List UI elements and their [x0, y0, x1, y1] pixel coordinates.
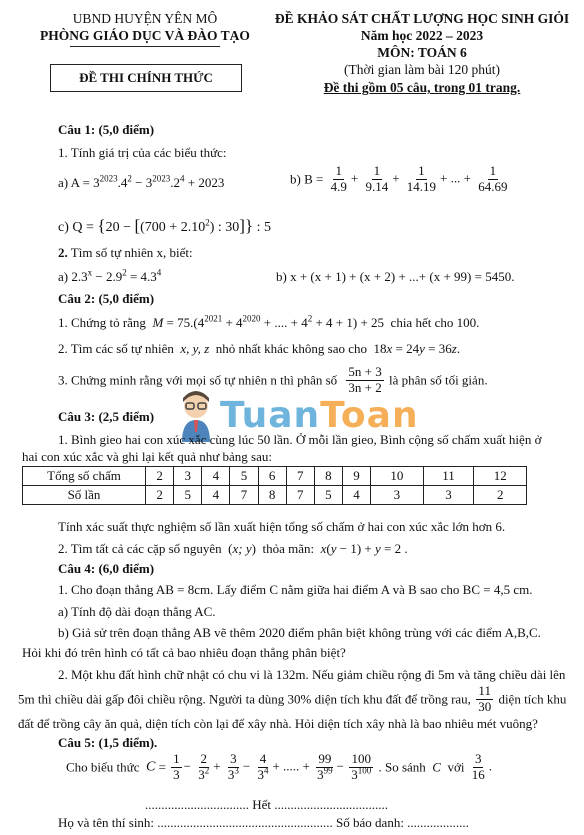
official-exam-box	[50, 64, 242, 92]
q1-part2-title: 2. Tìm số tự nhiên x, biết:	[58, 245, 193, 260]
table-cell: 5	[174, 486, 202, 505]
table-cell: 8	[258, 486, 286, 505]
table-cell: 5	[314, 486, 342, 505]
q4-part1: 1. Cho đoạn thẳng AB = 8cm. Lấy điểm C nằm giữa hai điểm A và B sao cho BC = 4,5 cm.	[58, 582, 533, 597]
table-cell: 12	[474, 467, 527, 486]
q2-part1: 1. Chứng tỏ rằng $M = 75.(4^{2021} + 4^{2020}$ + .... + $4^2 + 4 + 1) + 25$ chia hết cho 100.	[58, 313, 480, 330]
time-limit: (Thời gian làm bài 120 phút)	[344, 62, 500, 77]
q4-part2-line3: đất để trồng cây ăn quả, diện tích còn lại để xây nhà. Hỏi diện tích xây nhà là bao nhiêu mét vuông?	[18, 716, 538, 731]
exam-title: ĐỀ KHẢO SÁT CHẤT LƯỢNG HỌC SINH GIỎI	[274, 11, 570, 26]
table-cell: 10	[371, 467, 424, 486]
q4-title: Câu 4: (6,0 điểm)	[58, 561, 155, 576]
q4-part1b-line2: Hỏi khi đó trên hình có tất cả bao nhiêu đoạn thẳng phân biệt?	[22, 645, 346, 660]
q1-expr-c: c) $Q = \{20 - [(700 + 2.10^2)$ : 30]} : 5	[58, 216, 271, 235]
q3-title: Câu 3: (2,5 điểm)	[58, 409, 155, 424]
table-cell: 7	[230, 486, 258, 505]
table-cell: 2	[474, 486, 527, 505]
q5-title: Câu 5: (1,5 điểm).	[58, 735, 158, 750]
table-cell: 8	[314, 467, 342, 486]
school-year: Năm học 2022 – 2023	[360, 28, 484, 43]
page-info: Đề thi gồm 05 câu, trong 01 trang.	[323, 80, 521, 95]
q4-part1a: a) Tính độ dài đoạn thẳng AC.	[58, 604, 216, 619]
department-name: PHÒNG GIÁO DỤC VÀ ĐÀO TẠO	[40, 28, 250, 43]
table-cell: 3	[371, 486, 424, 505]
table-header-cell: Tổng số chấm	[23, 467, 146, 486]
table-cell: 2	[146, 486, 174, 505]
table-cell: 9	[342, 467, 370, 486]
table-cell: 11	[423, 467, 474, 486]
table-cell: 4	[202, 467, 230, 486]
header-underline	[70, 46, 220, 47]
table-cell: 7	[286, 467, 314, 486]
q3-part2: 2. Tìm tất cả các cặp số nguyên (x; y) thỏa mãn: x(y − 1) + y = 2 .	[58, 541, 408, 556]
q3-text-line2: hai con xúc xắc và ghi lại kết quả như bảng sau:	[22, 449, 272, 464]
table-header-cell: Số lần	[23, 486, 146, 505]
table-cell: 4	[342, 486, 370, 505]
q1-expr-b: b) B = $\frac{1}{4.9}$ + $\frac{1}{9.14}$ + $\frac{1}{14.19}$ + ... + $\frac{1}{64.69}$	[290, 163, 508, 194]
official-exam-label: ĐỀ THI CHÍNH THỨC	[79, 70, 213, 85]
subject: MÔN: TOÁN 6	[377, 45, 467, 60]
q4-part1b-line1: b) Giả sử trên đoạn thẳng AB vẽ thêm 2020 điểm phân biệt không trùng với các điểm A,B,C.	[58, 625, 541, 640]
q5-expression: Cho biểu thức C = $\frac{1}{3}$ − $\frac{2}{3^2}$ + $\frac{3}{3^3}$ − $\frac{4}{3^4}$ + ..... + $\frac{99}{3^{99}}$ − $\frac{100}{3^{100}}$ . So sánh C với $\frac{3}{16}$ .	[66, 751, 492, 782]
q1-title: Câu 1: (5,0 điểm)	[58, 122, 155, 137]
q1-expr-b2: b) x + (x + 1) + (x + 2) + ...+ (x + 99) = 5450.	[276, 269, 515, 284]
q2-part2: 2. Tìm các số tự nhiên x, y, z nhỏ nhất khác không sao cho 18x = 24y = 36z.	[58, 341, 461, 356]
q3-text-line1: 1. Bình gieo hai con xúc xắc cùng lúc 50 lần. Ở mỗi lần gieo, Bình cộng số chấm xuất hiện ở	[58, 432, 542, 447]
q3-text-line3: Tính xác suất thực nghiệm số lần xuất hiện tổng số chấm ở hai con xúc xắc lớn hơn 6.	[58, 519, 506, 534]
q1-expr-a: a) $A = 3^{2023}.4^2 - 3^{2023}.2^4 + 2023$	[58, 173, 225, 190]
q1-instruction: 1. Tính giá trị của các biểu thức:	[58, 145, 227, 160]
q1-expr-a2: a) $2.3^x - 2.9^2 = 4.3^4$	[58, 267, 162, 284]
table-cell: 7	[286, 486, 314, 505]
table-row	[23, 467, 527, 486]
q2-part3: 3. Chứng minh rằng với mọi số tự nhiên n thì phân số $\frac{5n + 3}{3n + 2}$ là phân số tối giản.	[58, 364, 488, 395]
table-cell: 4	[202, 486, 230, 505]
dice-results-table	[22, 466, 527, 505]
table-cell: 3	[423, 486, 474, 505]
q4-part2-line1: 2. Một khu đất hình chữ nhật có chu vi là 132m. Nếu giảm chiều rộng đi 5m và tăng chiều dài lên	[58, 667, 566, 682]
candidate-info-line: Họ và tên thí sinh: ...................................................... Số báo danh: ...................	[58, 815, 469, 830]
table-cell: 2	[146, 467, 174, 486]
watermark-brand: TuanToan	[220, 394, 419, 436]
table-cell: 6	[258, 467, 286, 486]
q2-title: Câu 2: (5,0 điểm)	[58, 291, 155, 306]
table-row	[23, 486, 527, 505]
q4-part2-line2: 5m thì chiều dài gấp đôi chiều rộng. Người ta dùng 30% diện tích khu đất để trồng rau, $\frac{11}{30}$ diện tích khu	[18, 683, 567, 714]
table-cell: 3	[174, 467, 202, 486]
table-cell: 5	[230, 467, 258, 486]
end-marker: ................................ Hết ...................................	[145, 797, 389, 812]
school-district: UBND HUYỆN YÊN MÔ	[72, 11, 218, 26]
